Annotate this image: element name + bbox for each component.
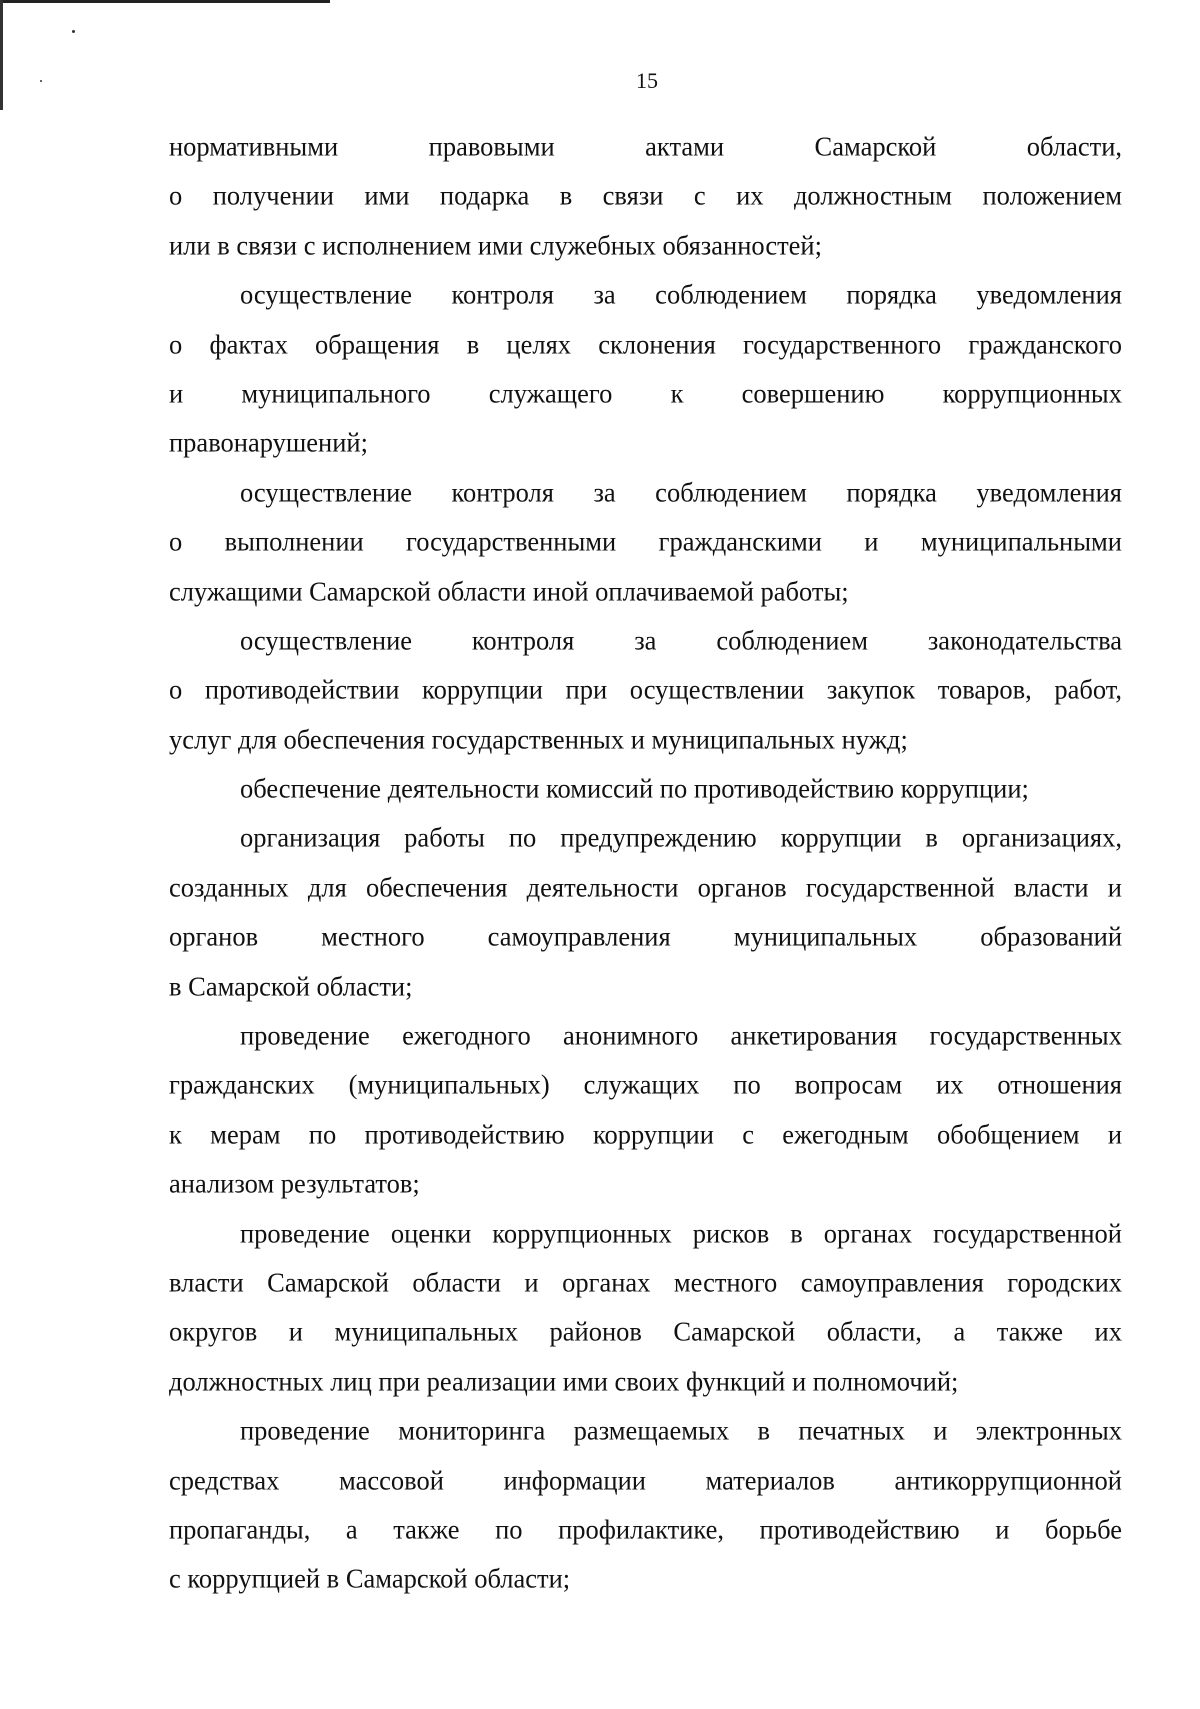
text-line: о выполнении государственными гражданскими и муниципальными (169, 525, 1122, 557)
text-line: о противодействии коррупции при осуществлении закупок товаров, работ, (169, 673, 1122, 705)
text-line: организация работы по предупреждению коррупции в организациях, (240, 821, 1122, 854)
scan-speck (72, 30, 75, 33)
text-line: к мерам по противодействию коррупции с ежегодным обобщением и (169, 1117, 1122, 1150)
document-body (169, 127, 1122, 1609)
scan-edge-left (0, 0, 3, 110)
paragraph (169, 127, 1122, 275)
paragraph (169, 769, 1122, 818)
paragraph (169, 1214, 1122, 1412)
text-line: осуществление контроля за соблюдением законодательства (240, 624, 1122, 656)
paragraph (169, 1016, 1122, 1214)
text-line: должностных лиц при реализации ими своих функций и полномочий; (169, 1364, 959, 1397)
text-line: обеспечение деятельности комиссий по противодействию коррупции; (240, 772, 1029, 804)
text-line: проведение оценки коррупционных рисков в органах государственной (240, 1216, 1122, 1249)
text-line: услуг для обеспечения государственных и муниципальных нужд; (169, 722, 908, 755)
text-line: осуществление контроля за соблюдением порядка уведомления (240, 475, 1122, 508)
paragraph (169, 473, 1122, 621)
paragraph (169, 621, 1122, 769)
text-line: служащими Самарской области иной оплачиваемой работы; (169, 574, 849, 607)
text-line: анализом результатов; (169, 1167, 420, 1199)
text-line: проведение ежегодного анонимного анкетирования государственных (240, 1019, 1122, 1051)
text-line: средствах массовой информации материалов антикоррупционной (169, 1463, 1122, 1496)
page-number: 15 (636, 68, 658, 93)
text-line: округов и муниципальных районов Самарской области, а также их (169, 1315, 1122, 1348)
text-line: власти Самарской области и органах местного самоуправления городских (169, 1266, 1122, 1298)
paragraph (169, 275, 1122, 473)
text-line: нормативными правовыми актами Самарской области, (169, 130, 1122, 162)
scan-edge-top (0, 0, 330, 3)
text-line: с коррупцией в Самарской области; (169, 1562, 571, 1594)
text-line: в Самарской области; (169, 969, 413, 1002)
text-line: пропаганды, а также по профилактике, противодействию и борьбе (169, 1513, 1122, 1545)
text-line: о получении ими подарка в связи с их должностным положением (169, 179, 1122, 212)
text-line: о фактах обращения в целях склонения государственного гражданского (169, 327, 1122, 360)
text-line: осуществление контроля за соблюдением порядка уведомления (240, 278, 1122, 310)
paragraph (169, 818, 1122, 1016)
text-line: органов местного самоуправления муниципальных образований (169, 920, 1122, 952)
text-line: созданных для обеспечения деятельности органов государственной власти и (169, 871, 1122, 903)
text-line: или в связи с исполнением ими служебных обязанностей; (169, 228, 822, 261)
paragraph (169, 1411, 1122, 1609)
text-line: и муниципального служащего к совершению коррупционных (169, 377, 1122, 409)
scan-speck (40, 80, 42, 82)
text-line: проведение мониторинга размещаемых в печатных и электронных (240, 1414, 1122, 1446)
text-line: гражданских (муниципальных) служащих по вопросам их отношения (169, 1068, 1122, 1101)
text-line: правонарушений; (169, 426, 368, 458)
